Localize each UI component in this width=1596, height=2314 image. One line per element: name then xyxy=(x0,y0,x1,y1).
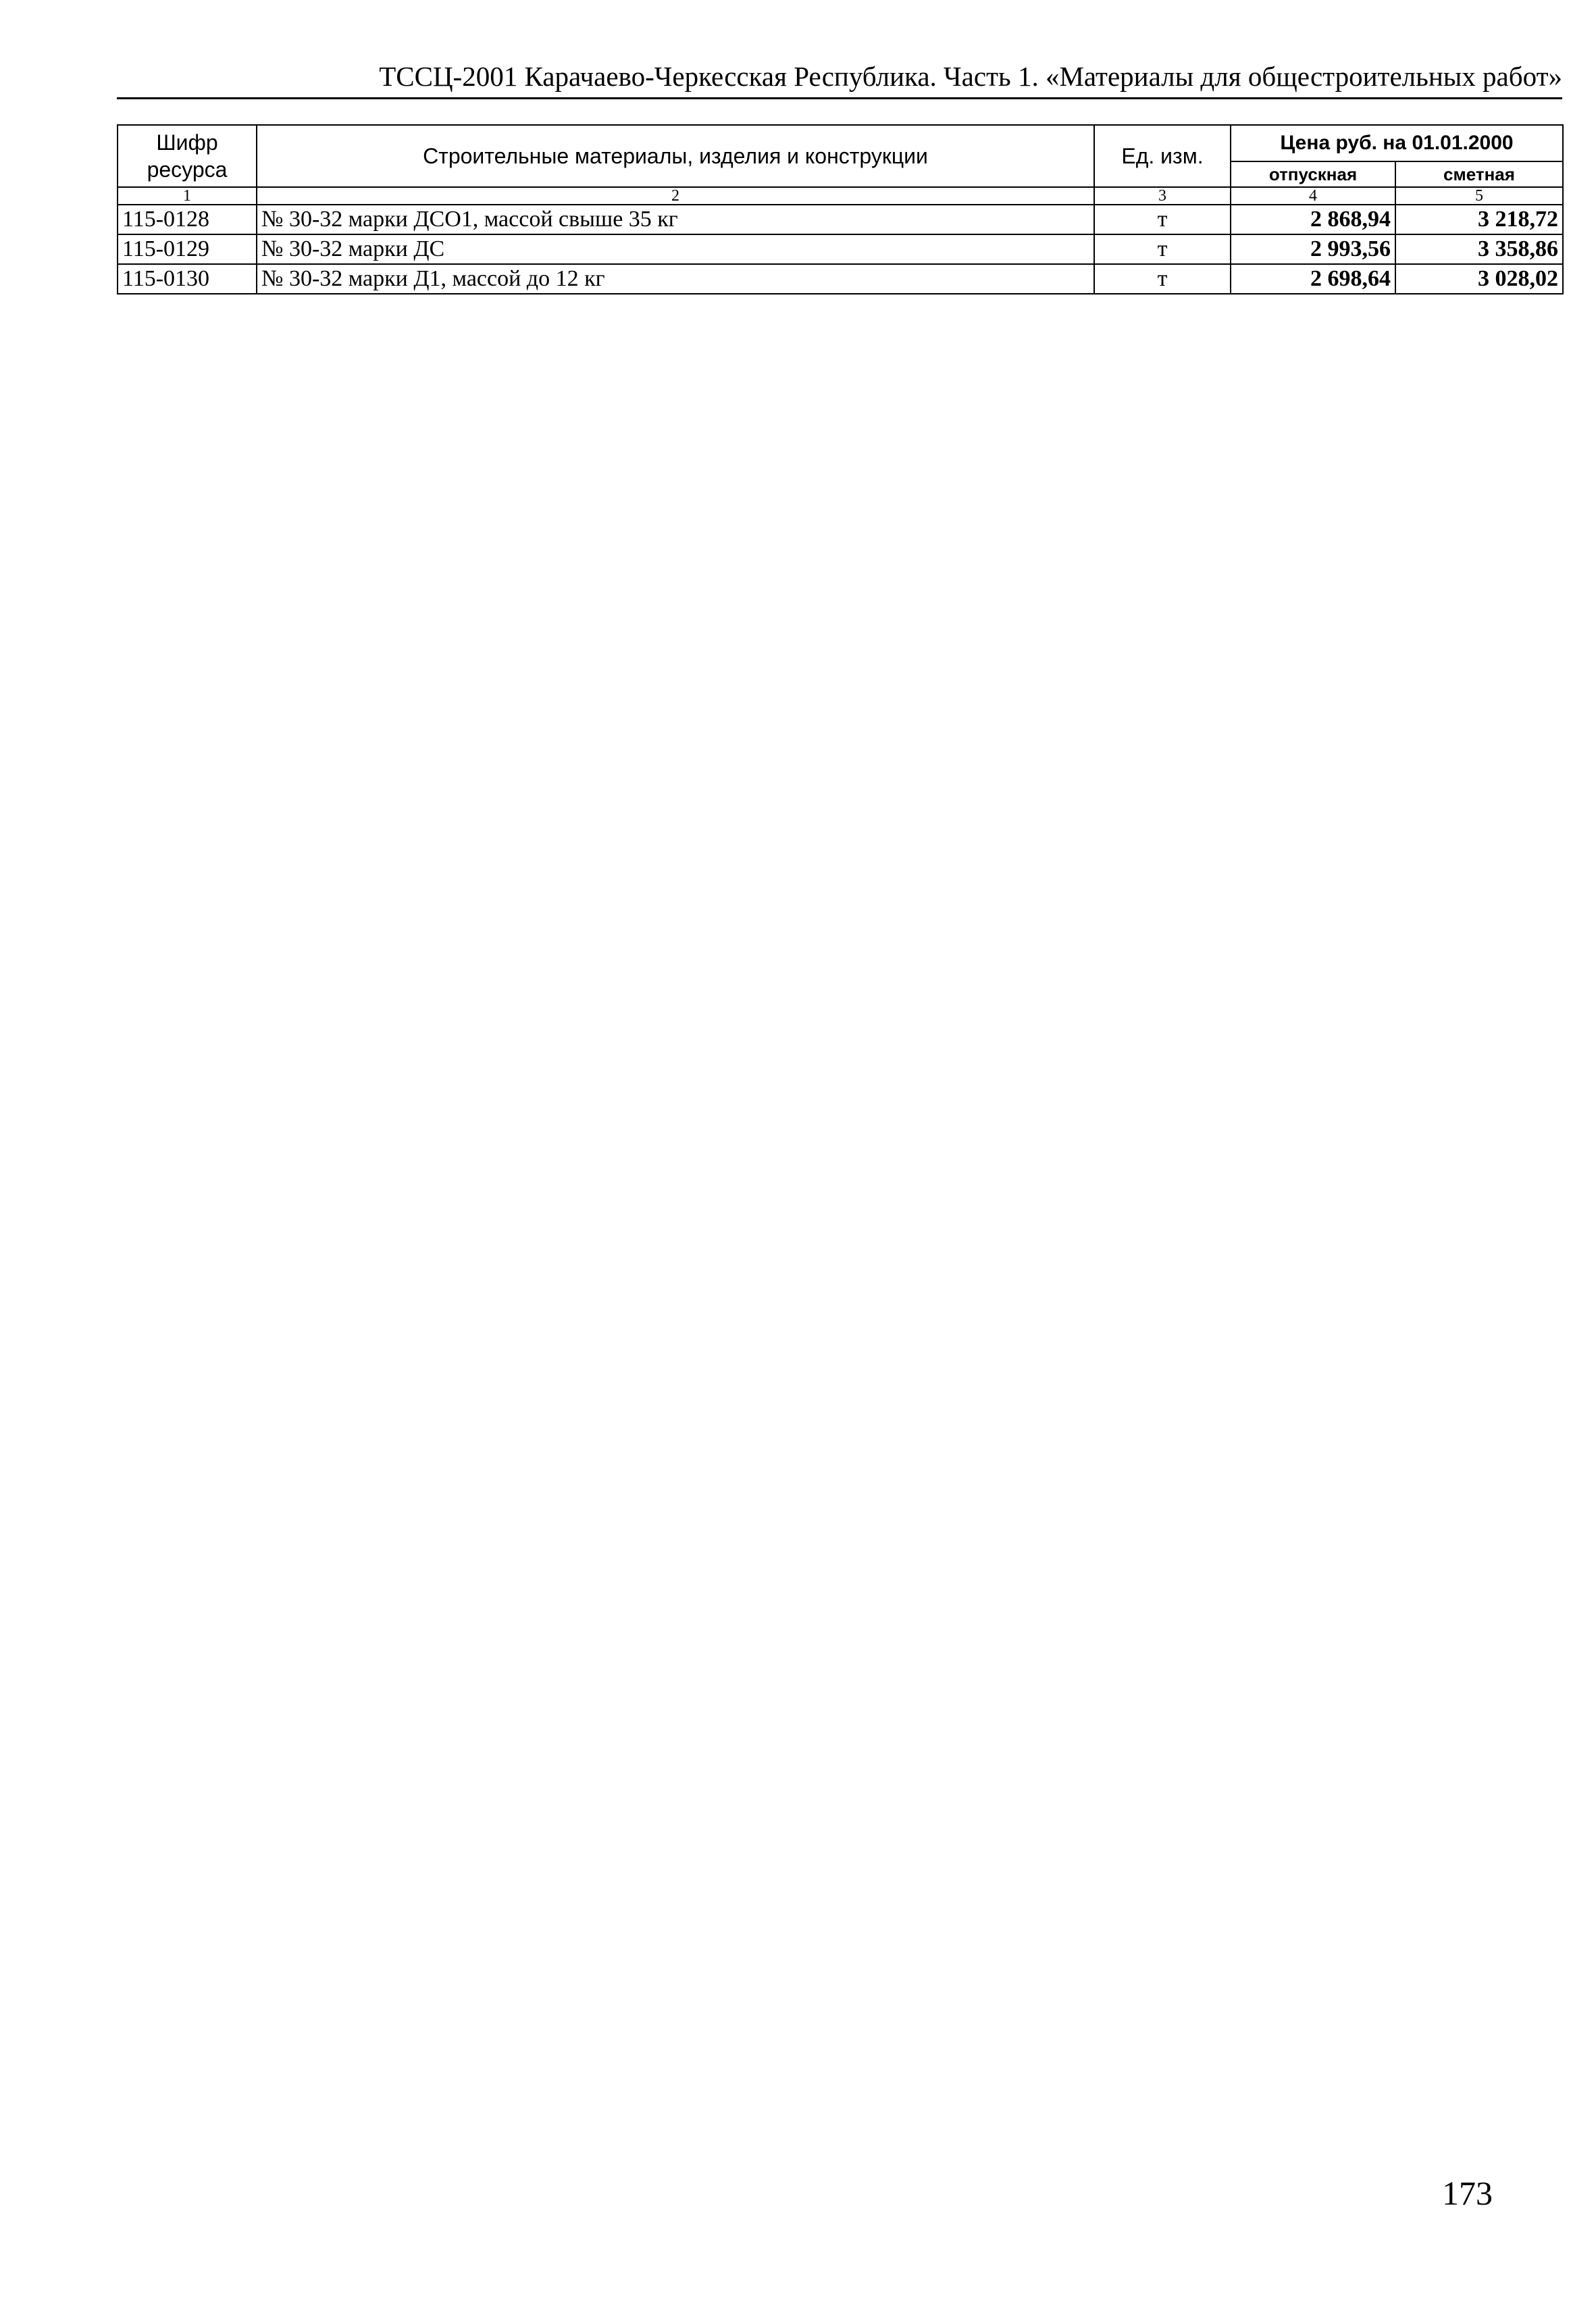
header-price: Цена руб. на 01.01.2000 xyxy=(1231,125,1563,161)
release-price: 2 698,64 xyxy=(1231,264,1395,294)
header-name: Строительные материалы, изделия и конструкции xyxy=(257,125,1094,187)
unit-cell: т xyxy=(1094,234,1231,264)
estimate-price: 3 218,72 xyxy=(1395,205,1563,234)
column-number: 2 xyxy=(257,187,1094,205)
header-release-price: отпускная xyxy=(1231,161,1395,187)
resource-code: 115-0128 xyxy=(118,205,257,234)
estimate-price: 3 028,02 xyxy=(1395,264,1563,294)
table-body xyxy=(118,205,1563,294)
table-row xyxy=(118,234,1563,264)
column-number: 5 xyxy=(1395,187,1563,205)
price-table xyxy=(117,124,1564,294)
table-row xyxy=(118,264,1563,294)
release-price: 2 868,94 xyxy=(1231,205,1395,234)
estimate-price: 3 358,86 xyxy=(1395,234,1563,264)
table-row xyxy=(118,205,1563,234)
unit-cell: т xyxy=(1094,205,1231,234)
item-name: № 30-32 марки Д1, массой до 12 кг xyxy=(257,264,1094,294)
item-name: № 30-32 марки ДСО1, массой свыше 35 кг xyxy=(257,205,1094,234)
resource-code: 115-0130 xyxy=(118,264,257,294)
column-number: 1 xyxy=(118,187,257,205)
unit-cell: т xyxy=(1094,264,1231,294)
item-name: № 30-32 марки ДС xyxy=(257,234,1094,264)
page-number: 173 xyxy=(1442,2174,1493,2212)
column-number: 3 xyxy=(1094,187,1231,205)
column-number: 4 xyxy=(1231,187,1395,205)
running-header: ТССЦ-2001 Карачаево-Черкесская Республика. Часть 1. «Материалы для общестроительных работ» xyxy=(117,59,1562,99)
resource-code: 115-0129 xyxy=(118,234,257,264)
header-unit: Ед. изм. xyxy=(1094,125,1231,187)
column-numbers-row xyxy=(118,187,1563,205)
header-code: Шифр ресурса xyxy=(118,125,257,187)
header-estimate-price: сметная xyxy=(1395,161,1563,187)
release-price: 2 993,56 xyxy=(1231,234,1395,264)
